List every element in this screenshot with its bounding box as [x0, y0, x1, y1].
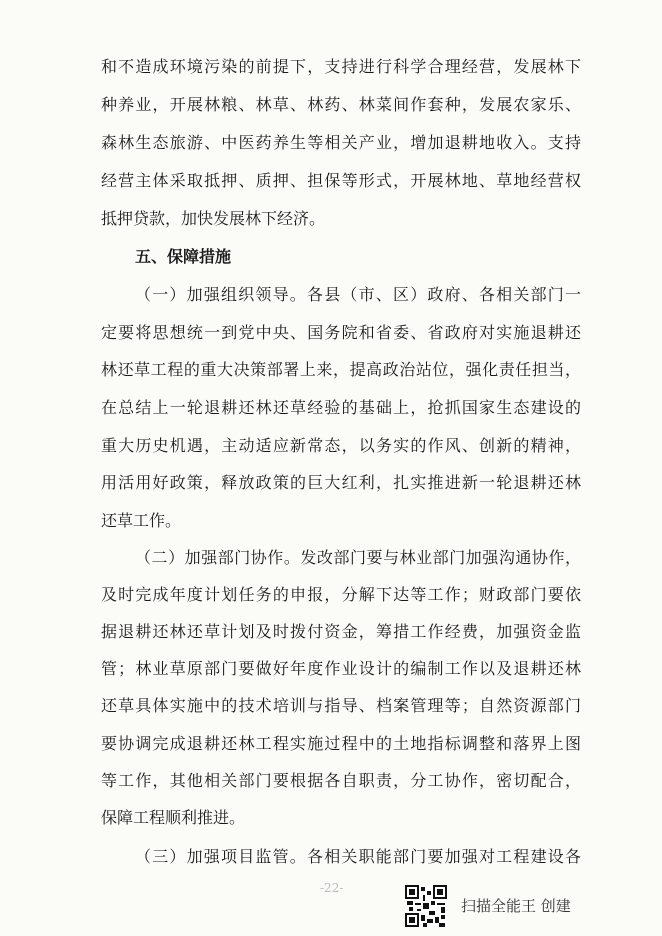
paragraph-line: （二）加强部门协作。发改部门要与林业部门加强沟通协作，	[135, 548, 581, 567]
qr-code-icon	[405, 884, 447, 928]
paragraph-line: 据退耕还林还草计划及时拨付资金，筹措工作经费，加强资金监	[101, 622, 581, 641]
paragraph-line: 还草工作。	[101, 511, 182, 530]
paragraph-line: 抵押贷款，加快发展林下经济。	[101, 209, 326, 228]
section-heading: 五、保障措施	[135, 247, 232, 266]
paragraph-line: 保障工程顺利推进。	[101, 808, 246, 827]
paragraph-line: （一）加强组织领导。各县（市、区）政府、各相关部门一	[135, 285, 581, 304]
paragraph-line: 经营主体采取抵押、质押、担保等形式，开展林地、草地经营权	[101, 171, 581, 190]
paragraph-line: 等工作，其他相关部门要根据各自职责，分工协作，密切配合，	[101, 771, 581, 790]
scanner-watermark: 扫描全能王 创建	[461, 897, 571, 915]
paragraph-line: 用活用好政策，释放政策的巨大红利，扎实推进新一轮退耕还林	[101, 473, 581, 492]
paragraph-line: 在总结上一轮退耕还林还草经验的基础上，抢抓国家生态建设的	[101, 398, 581, 417]
paragraph-line: 森林生态旅游、中医药养生等相关产业，增加退耕地收入。支持	[101, 133, 581, 152]
paragraph-line: 林还草工程的重大决策部署上来，提高政治站位，强化责任担当，	[101, 360, 581, 379]
paragraph-line: 定要将思想统一到党中央、国务院和省委、省政府对实施退耕还	[101, 323, 581, 342]
paragraph-line: 还草具体实施中的技术培训与指导、档案管理等；自然资源部门	[101, 696, 581, 715]
paragraph-line: （三）加强项目监管。各相关职能部门要加强对工程建设各	[135, 847, 581, 866]
paragraph-line: 要协调完成退耕还林工程实施过程中的土地指标调整和落界上图	[101, 734, 581, 753]
paragraph-line: 重大历史机遇，主动适应新常态，以务实的作风、创新的精神，	[101, 436, 581, 455]
paragraph-line: 及时完成年度计划任务的申报，分解下达等工作；财政部门要依	[101, 585, 581, 604]
paragraph-line: 和不造成环境污染的前提下，支持进行科学合理经营，发展林下	[101, 57, 581, 76]
page-number: -22-	[320, 881, 344, 895]
paragraph-line: 种养业，开展林粮、林草、林药、林菜间作套种，发展农家乐、	[101, 95, 581, 114]
paragraph-line: 管；林业草原部门要做好年度作业设计的编制工作以及退耕还林	[101, 659, 581, 678]
